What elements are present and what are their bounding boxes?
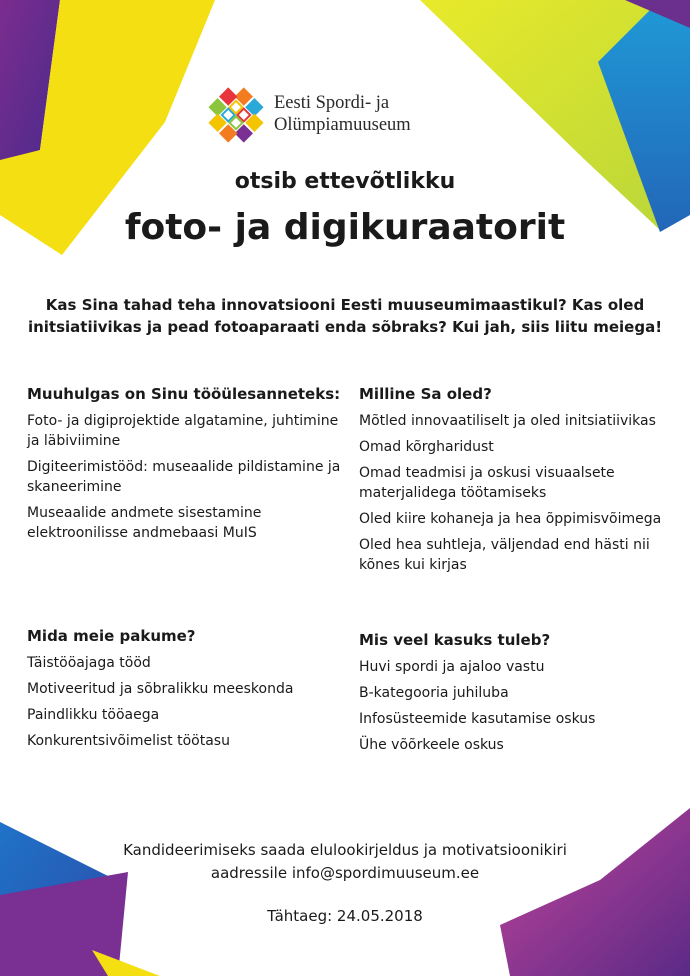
application-instructions xyxy=(0,839,690,885)
section-list xyxy=(359,411,674,575)
list-item: Omad kõrgharidust xyxy=(359,439,494,455)
list-item: Omad teadmisi ja oskusi visuaalsete materjalidega töötamiseks xyxy=(359,465,615,501)
section-list xyxy=(359,657,674,755)
section-duties xyxy=(27,384,342,549)
list-item: Täistööajaga tööd xyxy=(27,655,151,671)
section-list xyxy=(27,653,342,751)
list-item: Paindlikku tööaega xyxy=(27,707,160,723)
section-bonus xyxy=(359,630,674,761)
museum-name xyxy=(274,92,411,136)
subtitle: otsib ettevõtlikku xyxy=(234,169,456,194)
list-item: Infosüsteemide kasutamise oskus xyxy=(359,711,596,727)
application-line1: Kandideerimiseks saada elulookirjeldus ja motivatsioonikiri xyxy=(123,841,567,859)
list-item: Oled kiire kohaneja ja hea õppimisvõimega xyxy=(359,511,662,527)
list-item: Digiteerimistööd: museaalide pildistamine ja skaneerimine xyxy=(27,459,341,495)
section-list xyxy=(27,411,342,543)
list-item: Konkurentsivõimelist töötasu xyxy=(27,733,230,749)
section-profile xyxy=(359,384,674,581)
deco-shape-bottom-right-magenta xyxy=(500,808,690,976)
deadline: Tähtaeg: 24.05.2018 xyxy=(267,907,423,925)
page-title: foto- ja digikuraatorit xyxy=(124,207,566,248)
section-heading: Milline Sa oled? xyxy=(359,385,492,403)
list-item: Ühe võõrkeele oskus xyxy=(359,737,504,753)
list-item: Museaalide andmete sisestamine elektroonilisse andmebaasi MuIS xyxy=(27,505,262,541)
museum-name-line2: Olümpiamuuseum xyxy=(274,115,411,135)
intro-text: Kas Sina tahad teha innovatsiooni Eesti muuseumimaastikul? Kas oled initsiatiivikas ja pead fotoaparaati enda sõbraks? Kui jah, siis liitu meiega! xyxy=(27,296,663,336)
section-heading: Mis veel kasuks tuleb? xyxy=(359,631,551,649)
museum-logo-icon xyxy=(207,86,265,144)
list-item: Motiveeritud ja sõbralikku meeskonda xyxy=(27,681,294,697)
list-item: Foto- ja digiprojektide algatamine, juhtimine ja läbiviimine xyxy=(27,413,339,449)
section-heading: Muuhulgas on Sinu tööülesanneteks: xyxy=(27,385,341,403)
list-item: Oled hea suhtleja, väljendad end hästi nii kõnes kui kirjas xyxy=(359,537,650,573)
section-heading: Mida meie pakume? xyxy=(27,627,196,645)
museum-name-line1: Eesti Spordi- ja xyxy=(274,93,390,113)
list-item: Mõtled innovaatiliselt ja oled initsiatiivikas xyxy=(359,413,656,429)
list-item: Huvi spordi ja ajaloo vastu xyxy=(359,659,545,675)
section-offer xyxy=(27,626,342,757)
application-line2[interactable]: aadressile info@spordimuuseum.ee xyxy=(210,864,480,882)
list-item: B-kategooria juhiluba xyxy=(359,685,509,701)
